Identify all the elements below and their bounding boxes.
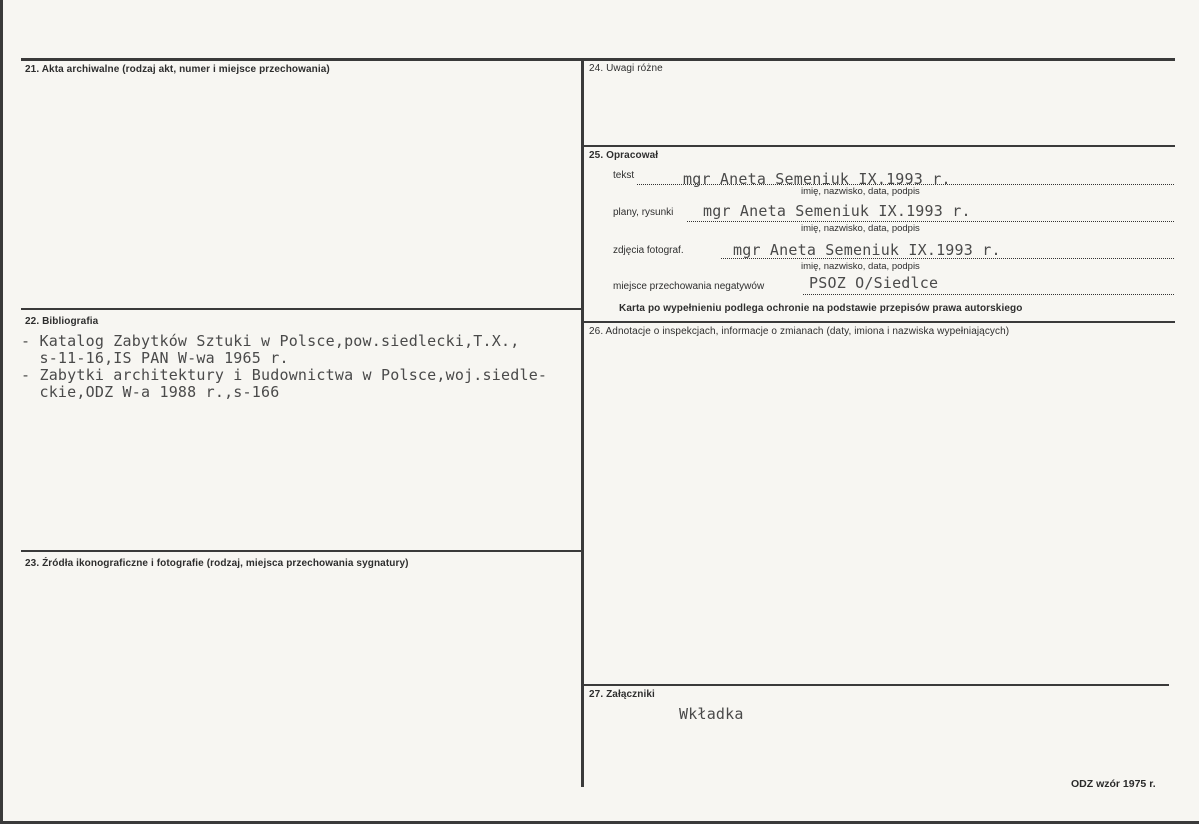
form-version-footer: ODZ wzór 1975 r. bbox=[1071, 778, 1156, 790]
plany-caption: imię, nazwisko, data, podpis bbox=[801, 223, 920, 234]
bibliography-line-3: - Zabytki architektury i Budownictwa w Polsce,woj.siedle- bbox=[21, 366, 548, 384]
tekst-value: mgr Aneta Semeniuk IX.1993 r. bbox=[683, 170, 951, 188]
zdjecia-caption: imię, nazwisko, data, podpis bbox=[801, 261, 920, 272]
plany-label: plany, rysunki bbox=[613, 207, 674, 218]
rule-22-23 bbox=[21, 550, 582, 552]
copyright-notice: Karta po wypełnieniu podlega ochronie na podstawie przepisów prawa autorskiego bbox=[619, 303, 1023, 314]
rule-26-27 bbox=[583, 684, 1169, 686]
section-24-label: 24. Uwagi różne bbox=[589, 63, 663, 74]
plany-value: mgr Aneta Semeniuk IX.1993 r. bbox=[703, 202, 971, 220]
tekst-caption: imię, nazwisko, data, podpis bbox=[801, 186, 920, 197]
zdjecia-value: mgr Aneta Semeniuk IX.1993 r. bbox=[733, 241, 1001, 259]
section-22-label: 22. Bibliografia bbox=[25, 316, 99, 327]
section-26-label: 26. Adnotacje o inspekcjach, informacje o zmianach (daty, imiona i nazwiska wypełniających) bbox=[589, 326, 1010, 337]
attachments-value: Wkładka bbox=[679, 705, 744, 723]
rule-21-22 bbox=[21, 308, 582, 310]
miejsce-label: miejsce przechowania negatywów bbox=[613, 281, 765, 292]
section-21-label: 21. Akta archiwalne (rodzaj akt, numer i miejsce przechowania) bbox=[25, 64, 330, 75]
miejsce-dotted-line bbox=[803, 294, 1174, 295]
zdjecia-label: zdjęcia fotograf. bbox=[613, 245, 684, 256]
section-27-label: 27. Załączniki bbox=[589, 689, 655, 700]
tekst-label: tekst bbox=[613, 170, 635, 181]
bibliography-line-2: s-11-16,IS PAN W-wa 1965 r. bbox=[21, 349, 289, 367]
top-rule bbox=[21, 58, 1175, 61]
column-divider bbox=[581, 60, 584, 787]
section-25-label: 25. Opracował bbox=[589, 150, 659, 161]
miejsce-value: PSOZ O/Siedlce bbox=[809, 274, 939, 292]
rule-24-25 bbox=[583, 145, 1175, 147]
plany-dotted-line bbox=[687, 221, 1174, 222]
rule-25-26 bbox=[583, 321, 1175, 323]
bibliography-line-4: ckie,ODZ W-a 1988 r.,s-166 bbox=[21, 383, 280, 401]
bibliography-line-1: - Katalog Zabytków Sztuki w Polsce,pow.siedlecki,T.X., bbox=[21, 332, 520, 350]
section-23-label: 23. Źródła ikonograficzne i fotografie (rodzaj, miejsca przechowania sygnatury) bbox=[25, 558, 409, 569]
